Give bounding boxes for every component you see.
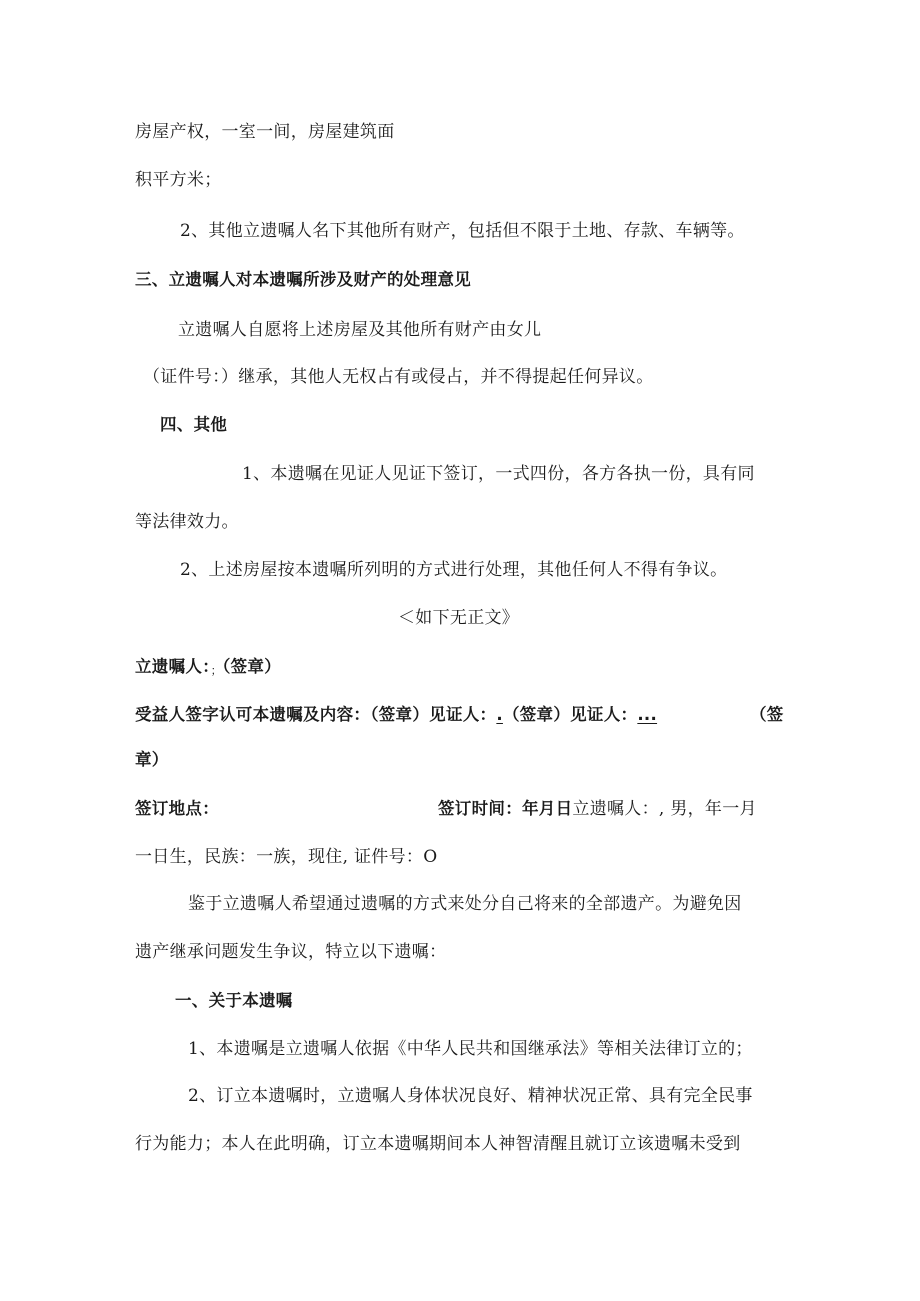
text-line: 1、本遗嘱是立遗嘱人依据《中华人民共和国继承法》等相关法律订立的； — [188, 1039, 753, 1059]
signing-time-line — [438, 797, 757, 821]
section-heading: 一、关于本遗嘱 — [175, 991, 293, 1010]
text-line: 1、本遗嘱在见证人见证下签订，一式四份，各方各执一份，具有同 — [242, 464, 755, 484]
section-heading: 三、立遗嘱人对本遗嘱所涉及财产的处理意见 — [135, 270, 471, 289]
text-line: 房屋产权，一室一间，房屋建筑面 — [135, 122, 395, 142]
text-line: 2、其他立遗嘱人名下其他所有财产，包括但不限于土地、存款、车辆等。 — [180, 221, 745, 241]
text-line: 立遗嘱人自愿将上述房屋及其他所有财产由女儿 — [178, 320, 542, 340]
text-line: 2、上述房屋按本遗嘱所列明的方式进行处理，其他任何人不得有争议。 — [180, 560, 728, 580]
text-line: （证件号：）继承，其他人无权占有或侵占，并不得提起任何异议。 — [143, 367, 654, 387]
seal-label-end: 章） — [135, 750, 169, 769]
signing-place: 签订地点： — [135, 799, 219, 818]
testator-label: 立遗嘱人： — [135, 657, 211, 676]
signing-time: 签订时间：年月日 — [438, 799, 573, 818]
text-line: 积平方米； — [135, 170, 222, 190]
text-line: 2、订立本遗嘱时，立遗嘱人身体状况良好、精神状况正常、具有完全民事 — [188, 1086, 753, 1106]
witness-blank-2: ... — [637, 705, 658, 724]
text-line: 遗产继承问题发生争议，特立以下遗嘱： — [135, 942, 447, 962]
section-heading: 四、其他 — [160, 415, 228, 434]
witness-blank-1: . — [496, 705, 503, 724]
text-line: 一日生，民族：一族，现住, 证件号：O — [135, 847, 438, 867]
seal-label-wrap: （签 — [750, 705, 784, 724]
end-of-text-marker: ＜如下无正文》 — [398, 608, 520, 628]
semicolon-mark: ； — [210, 664, 223, 677]
seal-label: （签章） — [222, 657, 282, 676]
witness-seal-text: （签章）见证人： — [502, 705, 638, 724]
testator-info: 立遗嘱人：, 男，年一月 — [572, 799, 757, 819]
text-line: 行为能力；本人在此明确，订立本遗嘱期间本人神智清醒且就订立该遗嘱未受到 — [135, 1134, 741, 1154]
beneficiary-witness-text: 受益人签字认可本遗嘱及内容：（签章）见证人： — [135, 705, 497, 724]
text-line: 鉴于立遗嘱人希望通过遗嘱的方式来处分自己将来的全部遗产。为避免因 — [188, 894, 742, 914]
beneficiary-witness-line — [135, 703, 657, 727]
testator-signature-line — [135, 655, 281, 683]
text-line: 等法律效力。 — [135, 512, 239, 532]
